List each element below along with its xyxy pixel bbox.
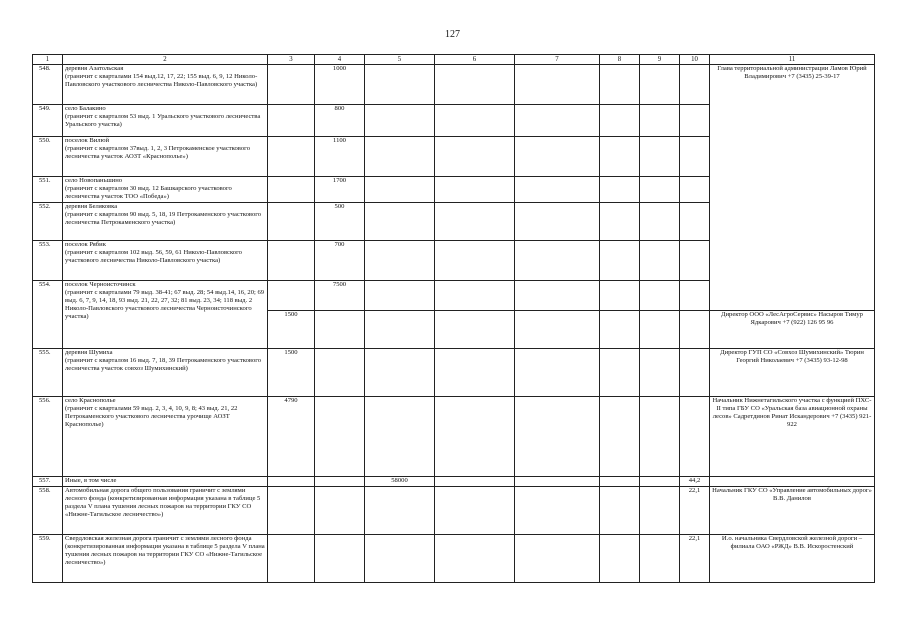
settlement-name: поселок Черноисточинск — [65, 281, 136, 288]
row-name: Автомобильная дорога общего пользования граничит с землями лесного фонда (конкретизированная информация указана в таблице 5 раздела V плана тушения лесных пожаров на территории ГКУ СО «Нижне-Тагильское лесничество») — [63, 487, 268, 535]
settlement-description: (граничит с кварталами 79 выд. 38-41; 67 выд. 28; 54 выд.14, 16, 20; 69 выд. 6, 7, 9, 14, 18, 93 выд. 21, 22, 27, 32; 81 выд. 23, 34; 118 выд. 2 Николо-Павловского участкового лесничества Черноисточинского участка) — [65, 288, 265, 320]
settlement-name: деревня Беляковка — [65, 203, 118, 210]
cell-value: 7500 — [315, 281, 365, 311]
cell-value: 1100 — [315, 137, 365, 177]
cell-value: 1700 — [315, 177, 365, 203]
cell-value: 1000 — [315, 65, 365, 105]
cell-value: 1500 — [268, 349, 315, 397]
cell-value: 4790 — [268, 397, 315, 477]
settlement-name: село Новопаньшино — [65, 177, 123, 184]
cell-value: 58000 — [365, 477, 435, 487]
contact-cell: Начальник Нижнетагильского участка с функцией ПХС-II типа ГБУ СО «Уральская база авиационной охраны лесов» Садретдинов Ринат Искандерович +7 (3435) 921-922 — [710, 397, 875, 477]
col-header: 9 — [640, 55, 680, 65]
cell-value: 22,1 — [680, 535, 710, 583]
row-settlement — [63, 203, 268, 241]
col-header: 4 — [315, 55, 365, 65]
col-header: 5 — [365, 55, 435, 65]
row-settlement — [63, 349, 268, 397]
settlement-description: (граничит с кварталами 59 выд. 2, 3, 4, 10, 9, 8; 43 выд. 21, 22 Петрокаменского участкового лесничества урочище АОЗТ Краснополье) — [65, 404, 238, 428]
row-number: 552. — [33, 203, 63, 241]
row-number: 559. — [33, 535, 63, 583]
col-header: 3 — [268, 55, 315, 65]
row-number: 556. — [33, 397, 63, 477]
col-header: 11 — [710, 55, 875, 65]
row-number: 555. — [33, 349, 63, 397]
row-settlement — [63, 105, 268, 137]
row-number: 553. — [33, 241, 63, 281]
table-row — [33, 487, 875, 535]
cell-value: 1500 — [268, 311, 315, 349]
cell-value: 500 — [315, 203, 365, 241]
table-row — [33, 477, 875, 487]
row-number: 557. — [33, 477, 63, 487]
contact-cell: Начальник ГКУ СО «Управление автомобильных дорог» В.В. Данилов — [710, 487, 875, 535]
col-header: 1 — [33, 55, 63, 65]
table-row — [33, 397, 875, 477]
cell-value: 44,2 — [680, 477, 710, 487]
settlement-name: поселок Вилюй — [65, 137, 110, 144]
settlement-description: (граничит с кварталом 102 выд. 56, 59, 61 Николо-Павловского участкового лесничества Николо-Павловского участка) — [65, 248, 242, 264]
row-number: 558. — [33, 487, 63, 535]
cell-value: 22,1 — [680, 487, 710, 535]
col-header: 6 — [435, 55, 515, 65]
header-row — [33, 55, 875, 65]
cell-value: 800 — [315, 105, 365, 137]
table-row — [33, 535, 875, 583]
row-number: 549. — [33, 105, 63, 137]
row-settlement — [63, 65, 268, 105]
contact-cell: И.о. начальника Свердловской железной дороги – филиала ОАО «РЖД» В.В. Искоростенский — [710, 535, 875, 583]
table-row — [33, 349, 875, 397]
settlement-name: поселок Рябик — [65, 241, 106, 248]
row-number: 551. — [33, 177, 63, 203]
row-number: 550. — [33, 137, 63, 177]
settlement-name: село Балакино — [65, 105, 106, 112]
row-name: Иные, в том числе — [63, 477, 268, 487]
contact-cell: Директор ООО «ЛесАгроСервис» Насыров Тимур Ядкарович +7 (922) 126 95 96 — [710, 311, 875, 349]
row-number: 548. — [33, 65, 63, 105]
settlement-name: село Краснополье — [65, 397, 116, 404]
row-name: Свердловская железная дорога граничит с землями лесного фонда (конкретизированная информация указана в таблице 5 раздела V плана тушения лесных пожаров на территории ГКУ СО «Нижне-Тагильское лесничество») — [63, 535, 268, 583]
col-header: 10 — [680, 55, 710, 65]
row-settlement — [63, 241, 268, 281]
settlement-description: (граничит с кварталом 30 выд. 12 Башкарского участкового лесничества участок ТОО «Победа») — [65, 184, 232, 200]
row-settlement — [63, 281, 268, 349]
cell-value: 700 — [315, 241, 365, 281]
page-number: 127 — [445, 29, 460, 40]
settlement-description: (граничит с кварталами 154 выд.12, 17, 22; 155 выд. 6, 9, 12 Николо-Павловского участкового лесничества Николо-Павловского участка) — [65, 72, 258, 88]
settlement-description: (граничит с кварталом 90 выд. 5, 18, 19 Петрокаменского участкового лесничества Петрокаменского участка) — [65, 210, 262, 226]
fire-protection-table — [32, 54, 875, 583]
settlement-name: деревня Азатольская — [65, 65, 124, 72]
row-settlement — [63, 397, 268, 477]
settlement-name: деревня Шумиха — [65, 349, 113, 356]
col-header: 8 — [600, 55, 640, 65]
row-settlement — [63, 177, 268, 203]
settlement-description: (граничит с кварталом 16 выд. 7, 18, 39 Петрокаменского участкового лесничества участок совхоз Шумихинский) — [65, 356, 262, 372]
contact-cell: Глава территориальной администрации Ламов Юрий Владимирович +7 (3435) 25-39-17 — [710, 65, 875, 311]
row-number: 554. — [33, 281, 63, 349]
col-header: 7 — [515, 55, 600, 65]
table-row — [33, 65, 875, 105]
contact-cell: Директор ГУП СО «Совхоз Шумихинский» Тюрин Георгий Николаевич +7 (3435) 93-12-98 — [710, 349, 875, 397]
col-header: 2 — [63, 55, 268, 65]
settlement-description: (граничит с кварталом 53 выд. 1 Уральского участкового лесничества Уральского участка) — [65, 112, 261, 128]
settlement-description: (граничит с кварталом 37выд. 1, 2, 3 Петрокаменское участкового лесничества участок АОЗТ «Краснополье») — [65, 144, 251, 160]
row-settlement — [63, 137, 268, 177]
